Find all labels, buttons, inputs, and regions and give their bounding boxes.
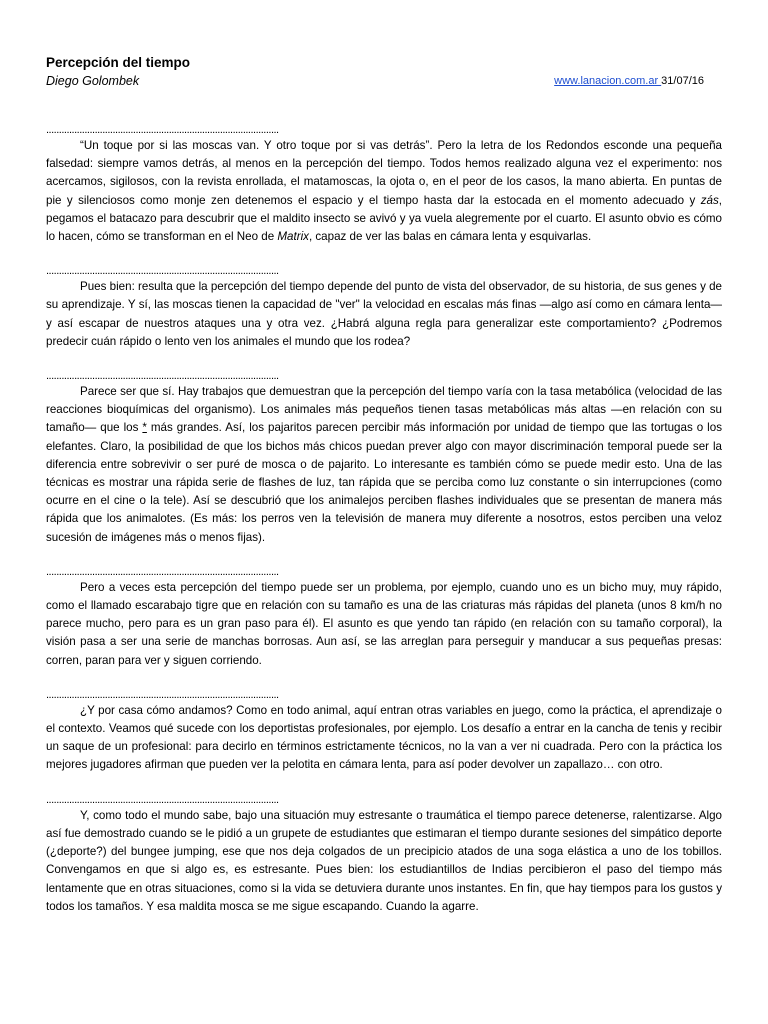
paragraph: Y, como todo el mundo sabe, bajo una situación muy estresante o traumática el tiempo parece detenerse, ralentizarse. Algo así fue demostrado cuando se le pidió a un grupete de estudiantes que estimaran el tiempo durante sesiones del simpático deporte (¿deporte?) del bungee jumping, ese que nos deja colgados de un precipicio atados de una soga elástica a uno de los tobillos. Convengamos en que si algo es, es estresante. Pues bien: los estudiantillos de Indias percibieron el paso del tiempo más lentamente que en otras situaciones, como si la vida se detuviera durante unos instantes. En fin, que hay tiempos para los gustos y todos los tamaños. Y esa maldita mosca se me sigue escapando. Cuando la agarre. bbox=[46, 808, 722, 913]
source-link[interactable]: www.lanacion.com.ar bbox=[554, 75, 662, 87]
article-section bbox=[46, 265, 722, 351]
paragraph: Parece ser que sí. Hay trabajos que demuestran que la percepción del tiempo varía con la tasa metabólica (velocidad de las reacciones bioquímicas del organismo). Los animales más pequeños tienen tasas metabólicas más altas —en relación con su tamaño— que los * más grandes. Así, los pajaritos parecen percibir más información por unidad de tiempo que las tortugas o los elefantes. Claro, la posibilidad de que los bichos más chicos puedan prever algo con mayor discriminación temporal puede ser la diferencia entre sobrevivir o ser puré de mosca o de pajarito. Lo interesante es también cómo se puede medir esto. Una de las técnicas es mostrar una rápida serie de flashes de luz, tan rápida que se perciba como luz constante o sin interrupciones (como ocurre en el cine o la tele). Así se descubrió que los animalejos perciben flashes individuales que se presentan de manera más rápida que los animalotes. (Es más: los perros ven la televisión de manera muy diferente a nosotros, estos perciben una veloz sucesión de imágenes más o menos fijas). bbox=[46, 385, 722, 544]
paragraph: ¿Y por casa cómo andamos? Como en todo animal, aquí entran otras variables en juego, como la práctica, el aprendizaje o el contexto. Veamos qué sucede con los deportistas profesionales, por ejemplo. Los desafío a entrar en la cancha de tenis y recibir un saque de un profesional: para decirlo en términos estrictamente técnicos, no la van a ver ni cuadrada. Pero con la práctica los mejores jugadores afirman que pueden ver la pelotita en cámara lenta, para así poder devolver un zapallazo… con otro. bbox=[46, 703, 722, 772]
footnote-mark: * bbox=[142, 421, 147, 435]
byline-row bbox=[46, 72, 706, 90]
paragraph: Pues bien: resulta que la percepción del tiempo depende del punto de vista del observador, de su historia, de sus genes y de su aprendizaje. Y sí, las moscas tienen la capacidad de "ver" la velocidad en escalas más finas —algo así como en cámara lenta— y así escapar de nuestros ataques una y otra vez. ¿Habrá alguna regla para generalizar este comportamiento? ¿Podremos predecir cuán rápido o lento ven los animales el mundo que los rodea? bbox=[46, 280, 722, 348]
section-separator: ........................................................................................... bbox=[46, 370, 279, 383]
section-separator: ........................................................................................... bbox=[46, 688, 279, 701]
article-author: Diego Golombek bbox=[46, 74, 140, 88]
section-separator: ........................................................................................... bbox=[46, 124, 279, 136]
article-date: 31/07/16 bbox=[661, 75, 704, 87]
article-section bbox=[46, 124, 722, 246]
article-title: Percepción del tiempo bbox=[46, 55, 191, 70]
section-separator: ........................................................................................... bbox=[46, 793, 279, 806]
paragraph: Pero a veces esta percepción del tiempo puede ser un problema, por ejemplo, cuando uno es un bicho muy, muy rápido, como el llamado escarabajo tigre que en relación con su tamaño es una de las criaturas más rápidas del planeta (unos 8 km/h no parece mucho, pero para es un gran paso para él). El asunto es que yendo tan rápido (en relación con su tamaño corporal), la visión pasa a ser una serie de manchas borrosas. Aun así, se las arreglan para perseguir y manducar a sus pequeñas presas: corren, paran para ver y siguen corriendo. bbox=[46, 580, 722, 667]
article-section bbox=[46, 689, 722, 775]
article-section bbox=[46, 566, 722, 670]
section-separator: ........................................................................................... bbox=[46, 565, 279, 578]
article-section bbox=[46, 370, 722, 547]
article-section bbox=[46, 794, 722, 916]
source-info bbox=[554, 72, 704, 90]
section-separator: ........................................................................................... bbox=[46, 265, 279, 278]
paragraph: “Un toque por si las moscas van. Y otro toque por si vas detrás”. Pero la letra de los Redondos esconde una pequeña falsedad: siempre vamos detrás, al menos en la percepción del tiempo. Todos hemos realizado alguna vez el experimento: nos acercamos, sigilosos, con la revista enrollada, el matamoscas, la ojota o, en el peor de los casos, la mano abierta. En puntas de pie y silenciosos como monje zen detenemos el espacio y el tiempo hasta dar la estocada en el momento adecuado y zás, pegamos el batacazo para descubrir que el maldito insecto se avivó y ya vuela alegremente por el cuarto. El asunto obvio es cómo lo hacen, cómo se transforman en el Neo de Matrix, capaz de ver las balas en cámara lenta y esquivarlas. bbox=[46, 139, 722, 244]
article-header bbox=[46, 54, 706, 90]
article-body bbox=[46, 124, 722, 935]
